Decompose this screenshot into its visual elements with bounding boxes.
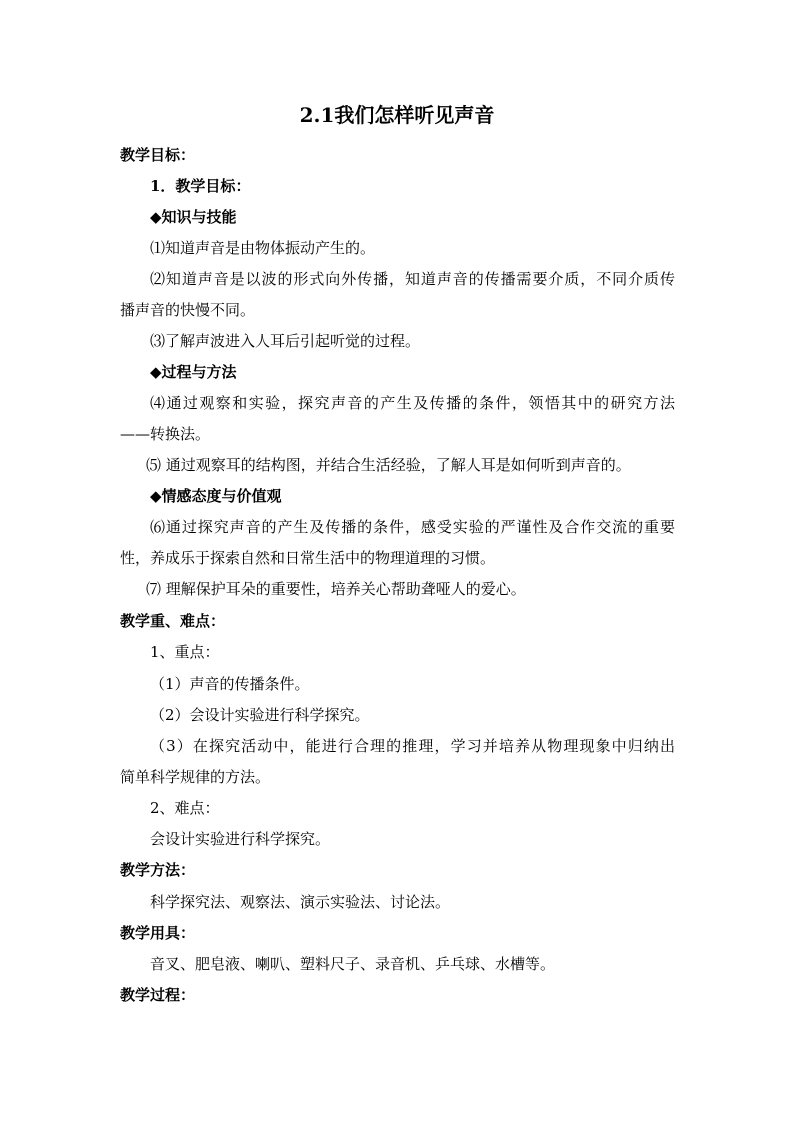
subheading-goals: 1．教学目标：	[150, 177, 251, 195]
paragraph-line: 性，养成乐于探索自然和日常生活中的物理道理的习惯。	[120, 549, 496, 567]
paragraph-line: ⑹通过探究声音的产生及传播的条件，感受实验的严谨性及合作交流的重要	[150, 518, 675, 536]
paragraph-line: （3）在探究活动中，能进行合理的推理，学习并培养从物理现象中归纳出	[150, 737, 675, 755]
paragraph-line: ⑶了解声波进入人耳后引起听觉的过程。	[150, 332, 421, 350]
paragraph-line: 播声音的快慢不同。	[120, 301, 256, 319]
paragraph-line: 音叉、肥皂液、喇叭、塑料尺子、录音机、乒乓球、水槽等。	[150, 955, 556, 973]
paragraph-line: （2）会设计实验进行科学探究。	[150, 706, 370, 724]
section-heading-teaching-process: 教学过程：	[120, 986, 196, 1004]
paragraph-line: ——转换法。	[120, 425, 211, 443]
paragraph-line: ⑸ 通过观察耳的结构图，并结合生活经验，了解人耳是如何听到声音的。	[146, 456, 631, 474]
paragraph-line: 1、重点：	[150, 643, 220, 661]
paragraph-line: ⑵知道声音是以波的形式向外传播，知道声音的传播需要介质，不同介质传	[150, 270, 675, 288]
paragraph-line: 简单科学规律的方法。	[120, 768, 271, 786]
paragraph-line: ⑴知道声音是由物体振动产生的。	[150, 239, 376, 257]
section-heading-teaching-tools: 教学用具：	[120, 924, 196, 942]
subheading-process-methods: ◆过程与方法	[150, 363, 237, 381]
section-heading-teaching-methods: 教学方法：	[120, 861, 196, 879]
document-title: 2.1我们怎样听见声音	[299, 103, 495, 127]
paragraph-line: 科学探究法、观察法、演示实验法、讨论法。	[150, 893, 451, 911]
paragraph-line: （1）声音的传播条件。	[150, 675, 310, 693]
paragraph-line: 会设计实验进行科学探究。	[150, 830, 331, 848]
paragraph-line: ⑺ 理解保护耳朵的重要性，培养关心帮助聋哑人的爱心。	[146, 580, 526, 598]
paragraph-line: ⑷通过观察和实验，探究声音的产生及传播的条件，领悟其中的研究方法	[150, 394, 675, 412]
paragraph-line: 2、难点：	[150, 799, 220, 817]
section-heading-teaching-goals: 教学目标：	[120, 146, 196, 164]
subheading-attitude-values: ◆情感态度与价值观	[150, 487, 282, 505]
section-heading-key-difficult-points: 教学重、难点：	[120, 612, 226, 630]
subheading-knowledge-skills: ◆知识与技能	[150, 208, 237, 226]
